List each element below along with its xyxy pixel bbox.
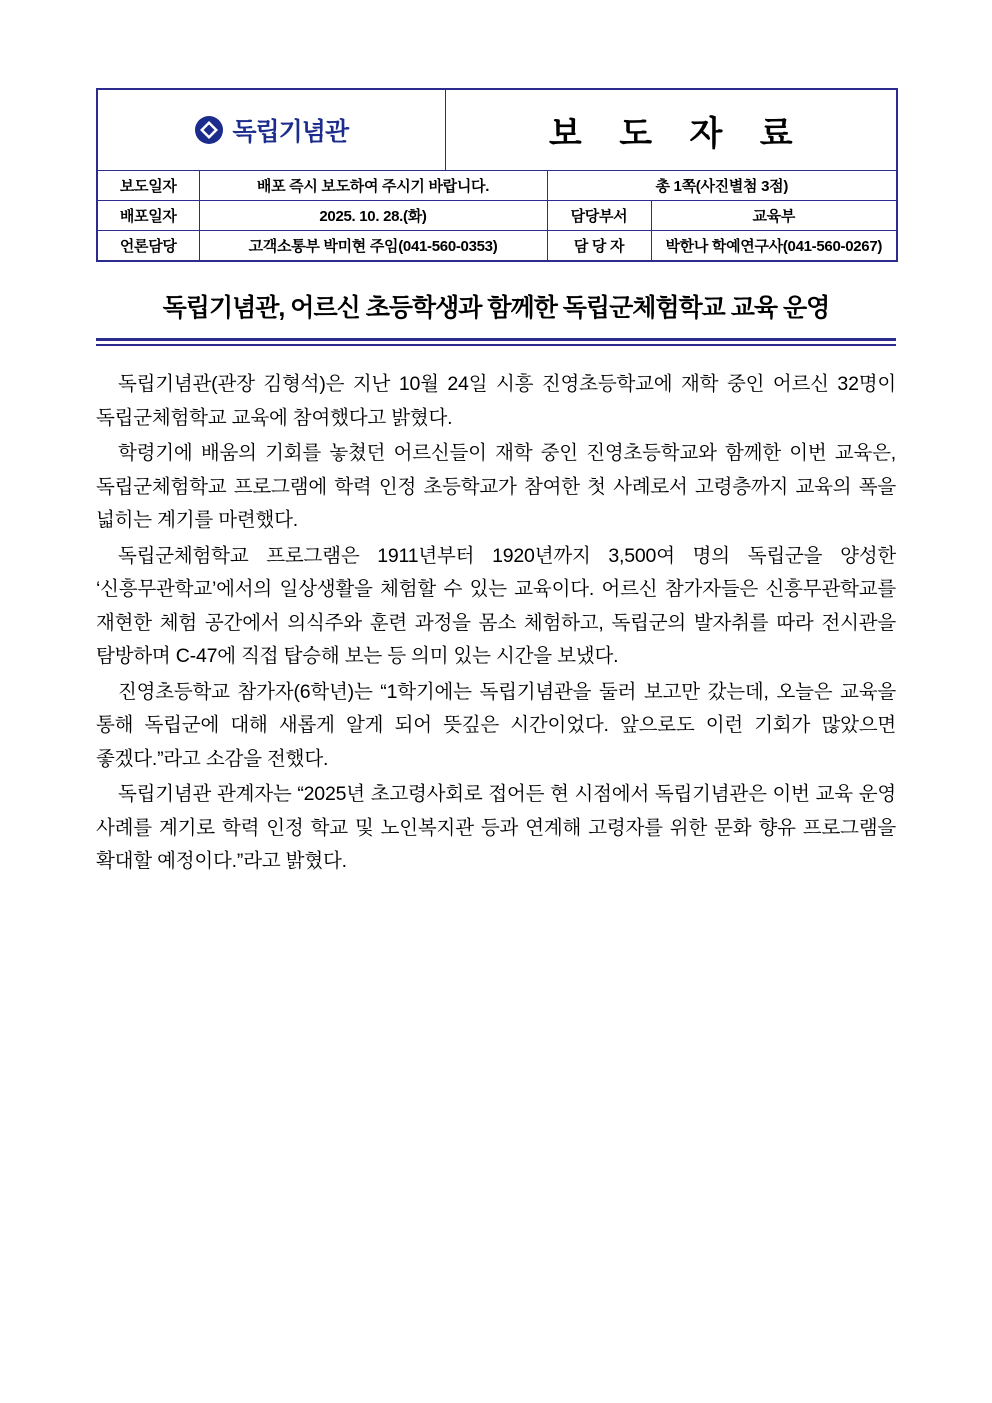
department-label: 담당부서 [547,201,651,231]
table-row-media-contact [97,231,897,262]
header-info-table [96,88,898,262]
diamond-emblem-icon [194,115,224,145]
distribution-date-label: 배포일자 [97,201,199,231]
paragraph: 독립군체험학교 프로그램은 1911년부터 1920년까지 3,500여 명의 독립군을 양성한 ‘신흥무관학교’에서의 일상생활을 체험할 수 있는 교육이다. 어르신 참가자들은 신흥무관학교를 재현한 체험 공간에서 의식주와 훈련 과정을 몸소 체험하고, 독립군의 발자취를 따라 전시관을 탐방하며 C-47에 직접 탑승해 보는 등 의미 있는 시간을 보냈다. [96,544,896,668]
paragraph: 독립기념관 관계자는 “2025년 초고령사회로 접어든 현 시점에서 독립기념관은 이번 교육 운영 사례를 계기로 학력 인정 학교 및 노인복지관 등과 연계해 고령자를 위한 문화 향유 프로그램을 확대할 예정이다.”라고 밝혔다. [96,783,896,873]
release-date-value: 배포 즉시 보도하여 주시기 바랍니다. [199,171,547,201]
media-contact-value: 고객소통부 박미현 주임(041-560-0353) [199,231,547,262]
department-value: 교육부 [651,201,897,231]
organization-name: 독립기념관 [232,118,349,146]
paragraph: 독립기념관(관장 김형석)은 지난 10월 24일 시흥 진영초등학교에 재학 중인 어르신 32명이 독립군체험학교 교육에 참여했다고 밝혔다. [96,373,896,429]
document-title: 보 도 자 료 [548,114,807,153]
person-in-charge-value: 박한나 학예연구사(041-560-0267) [651,231,897,262]
article-body [96,368,896,879]
table-row-release-date [97,171,897,201]
organization-logo-cell [97,89,445,171]
table-row-distribution-date [97,201,897,231]
paragraph: 진영초등학교 참가자(6학년)는 “1학기에는 독립기념관을 둘러 보고만 갔는데, 오늘은 교육을 통해 독립군에 대해 새롭게 알게 되어 뜻깊은 시간이었다. 앞으로도 이런 기회가 많았으면 좋겠다.”라고 소감을 전했다. [96,680,896,770]
release-date-label: 보도일자 [97,171,199,201]
document-title-cell [445,89,897,171]
headline-divider [96,338,896,346]
table-row-title [97,89,897,171]
media-contact-label: 언론담당 [97,231,199,262]
person-in-charge-label: 담 당 자 [547,231,651,262]
page-count-value: 총 1쪽(사진별첨 3점) [547,171,897,201]
page-headline: 독립기념관, 어르신 초등학생과 함께한 독립군체험학교 교육 운영 [162,294,830,322]
distribution-date-value: 2025. 10. 28.(화) [199,201,547,231]
paragraph: 학령기에 배움의 기회를 놓쳤던 어르신들이 재학 중인 진영초등학교와 함께한 이번 교육은, 독립군체험학교 프로그램에 학력 인정 초등학교가 참여한 첫 사례로서 고령층까지 교육의 폭을 넓히는 계기를 마련했다. [96,442,896,532]
